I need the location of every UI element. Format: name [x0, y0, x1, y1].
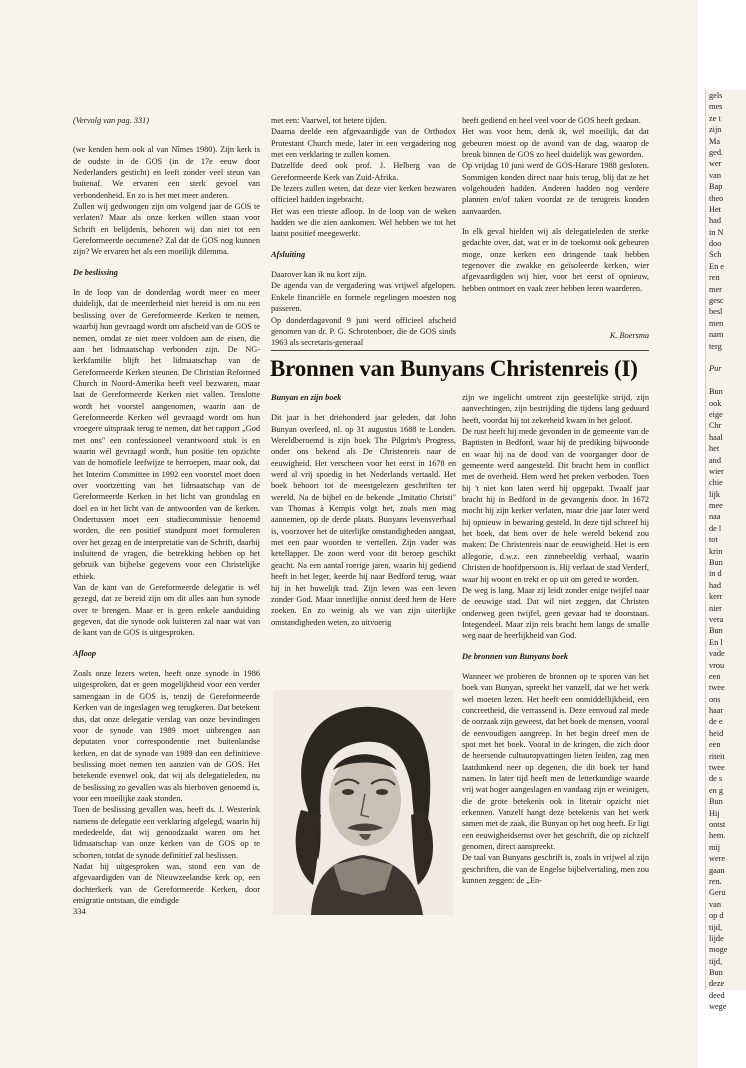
adjacent-page-line: de e [709, 717, 723, 727]
adjacent-page-line: de s [709, 774, 723, 784]
adjacent-page-line: vera [709, 614, 724, 624]
paragraph: heeft gediend en heel veel voor de GOS heeft gedaan. [462, 116, 641, 125]
adjacent-page-line [706, 352, 746, 363]
adjacent-page-line: een [709, 740, 721, 750]
adjacent-page-line: moge [709, 945, 728, 955]
adjacent-page-line: Sch [709, 250, 722, 260]
adjacent-page-line: op d [709, 911, 724, 921]
paragraph: Dit jaar is het driehonderd jaar geleden, dat John Bunyan overleed, nl. op 31 augustus 1688 te Londen. Wereldberoemd is zijn boek The Pilgrim's Progress, onder ons bekend als De Christenreis naar de eeuwigheid. Het verscheen voor het eerst in 1678 en werd al vrij spoedig in het Nederlands vertaald. Het boek behoort tot de meestgelezen geschriften ter wereld. Na de bijbel en de bekende „Imitatio Christi" van Thomas à Kempis volgt het, zoals men mag aannemen, op de derde plaats. Bunyans levensverhaal is, voorzover het de uiterlijke omstandigheden aangaat, met een paar woorden te vertellen. Zijn vader was ketellapper. De zoon werd voor dit beroep geschikt geacht. Na een aantal roerige jaren, waarin hij gediend heeft in het leger, keerde hij naar Bedford terug, waar hij in het huwelijk trad. Zijn leven was een leven zonder God. Maar innerlijke onrust deed hem de Here zoeken. En zo weinig als we van zijn uiterlijke omstandigheden weten, zo uitvoerig [271, 413, 456, 627]
paragraph: zijn we ingelicht omtrent zijn geestelijke strijd, zijn aanvechtingen, zijn bestrijding die tijdens lang geduurd heeft, voordat hij tot zekerheid kwam in het geloof. [462, 393, 649, 425]
adjacent-page-fragment [705, 90, 746, 1012]
adjacent-page-line: van [709, 899, 721, 909]
adjacent-page-line: Chr [709, 421, 722, 431]
paragraph: Daarna deelde een afgevaardigde van de Orthodox Protestant Church mede, later in een vergadering nog met een verklaring te zullen komen. [271, 127, 456, 160]
adjacent-page-line: mee [709, 501, 723, 511]
page-number: 334 [73, 906, 86, 916]
paragraph: Van de kant van de Gereformeerde delegatie is wél gezegd, dat ze bereid zijn om dit alles aan hun synode over te brengen. Maar er is geen enkele aanduiding gegeven, dat die synode ook luisteren zal naar wat van de kant van de GOS is uitgesproken. [73, 583, 260, 638]
adjacent-page-line: nier [709, 603, 722, 613]
adjacent-page-line: de l [709, 523, 722, 533]
adjacent-page-line: Pur [709, 364, 722, 374]
adjacent-page-line: van [709, 170, 721, 180]
adjacent-page-line: Het [709, 204, 721, 214]
adjacent-page-line: vrou [709, 660, 725, 670]
adjacent-page-line: doo [709, 239, 722, 249]
paragraph: Toen de beslissing gevallen was, heeft ds. J. Westerink namens de delegatie een verklaring afgelegd, waarin hij mededeelde, dat wij genoodzaakt waren om het lidmaatschap van onze kerken van de GOS op te schorten, totdat de synode definitief zal beslissen. [73, 805, 260, 860]
adjacent-page-line: and [709, 455, 721, 465]
adjacent-page-line [706, 375, 746, 386]
adjacent-page-line: besl [709, 307, 723, 317]
paragraph: (we kenden hem ook al van Nîmes 1980). Zijn kerk is de oudste in de GOS (in de 17e eeuw door Nederlanders gesticht) en leeft zonder veel steun van buitenaf. We ervaren een sterk gevoel van verbondenheid. En zo is het met meer anderen. [73, 145, 260, 200]
paragraph: Datzelfde deed ook prof. J. Helberg van de Gereformeerde Kerk van Zuid-Afrika. [271, 161, 456, 182]
adjacent-page-line: had [709, 216, 721, 226]
column-middle-top [271, 115, 456, 349]
adjacent-page-line: mes [709, 102, 723, 112]
adjacent-page-line: Bun [709, 558, 723, 568]
adjacent-page-line: zijn [709, 125, 722, 135]
paragraph: Het was voor hem, denk ik, wel moeilijk, dat dat gebeuren moest op de avond van de dag, waarop de breuk binnen de GOS zo heel duidelijk was geworden. [462, 127, 649, 160]
adjacent-page-line: tot [709, 535, 718, 545]
adjacent-page-line: kerr [709, 592, 723, 602]
adjacent-page-line: ren [709, 273, 720, 283]
adjacent-page-line: wege [709, 1002, 727, 1012]
bunyan-portrait-engraving [273, 690, 453, 915]
adjacent-page-line: tijd, [709, 956, 723, 966]
section-heading-beslissing: De beslissing [73, 267, 118, 277]
adjacent-page-line: ons [709, 694, 721, 704]
adjacent-page-line: en g [709, 785, 724, 795]
adjacent-page-line: lijde [709, 933, 724, 943]
adjacent-page-line: haal [709, 432, 723, 442]
adjacent-page-line: mij [709, 842, 721, 852]
adjacent-page-line: wier [709, 466, 724, 476]
adjacent-page-line: gaan [709, 865, 725, 875]
adjacent-page-line: riteit [709, 751, 725, 761]
adjacent-page-line: were [709, 854, 726, 864]
adjacent-page-line: chie [709, 478, 723, 488]
adjacent-page-line: vade [709, 649, 725, 659]
adjacent-page-line: En l [709, 637, 723, 647]
adjacent-page-line: ontst [709, 820, 726, 829]
section-heading-afsluiting: Afsluiting [271, 249, 306, 259]
paragraph: Zullen wij gedwongen zijn om volgend jaar de GOS te verlaten? Maar als onze kerken willen staan voor Schrift en belijdenis, behoren wij dan niet tot een Gereformeerde oecumene? Zal dat de GOS nog kunnen zijn? We ervaren het als een moeilijk dilemma. [73, 202, 260, 257]
paragraph: Zoals onze lezers weten, heeft onze synode in 1986 uitgesproken, dat er geen mogelijkheid voor een verder samengaan in de GOS is, tenzij de Gereformeerde Kerken van de ingeslagen weg terugkeren. Dat betekent dus, dat onze delegatie verslag van onze bevindingen voor de synode van 1989 moet uitbrengen aan deputaten voor correspondentie met buitenlandse kerken, en dat de synode van 1989 dan een definitieve beslissing moet nemen ten aanzien van de GOS. Het betekende evenwel ook, dat wij als delegatieleden, nu de beslissing zo gevallen was als hierboven genoemd is, voor een moeilijke zaak stonden. [73, 669, 260, 803]
adjacent-page-line: wer [709, 159, 722, 169]
divider-rule [271, 350, 649, 351]
paragraph: De agenda van de vergadering was vrijwel afgelopen. Enkele financiële en formele regelingen moesten nog passeren. [271, 281, 456, 314]
adjacent-page-line: heid [709, 728, 724, 738]
adjacent-page-line: ged. [709, 147, 724, 157]
adjacent-page-line: Hij [709, 808, 720, 818]
section-heading-afloop: Afloop [73, 648, 97, 658]
adjacent-page-line: Geru [709, 888, 726, 898]
adjacent-page-line: Bun [709, 797, 723, 807]
paragraph: Wanneer we proberen de bronnen op te sporen van het boek van Bunyan, spreekt het vanzelf, dat we het werk wel moeten lezen. Het heeft een onmiddellijkheid, een concreetheid, die verrassend is. Deze eenvoud zal mede de oorzaak zijn geweest, dat het boek de mensen, vooral de eenvoudigen aangreep. In het begin dreef men de spot met het boek. Vooral in de kringen, die zich door de heersende cultuuropvattingen lieten leiden, zag men laatdunkend neer op degenen, die dit boek ter hand namen. In later tijd heeft men de letterkundige waarde vrij wat hoger aangeslagen en vandaag zijn er weinigen, die de grote betekenis ook in literair opzicht niet erkennen. Vanzelf hangt deze betekenis van het werk samen met de zaak, die Bunyan op het oog heeft. Er ligt een eeuwigheidsernst over het geschrift, die op zichzelf genomen, direct aanspreekt. [462, 671, 649, 852]
continued-note: (Vervolg van pag. 331) [73, 116, 150, 125]
adjacent-page-line: gels [709, 91, 723, 100]
paragraph: Daarover kan ik nu kort zijn. [271, 270, 367, 280]
article-subheading: Bunyan en zijn boek [271, 393, 342, 402]
article-title: Bronnen van Bunyans Christenreis (I) [270, 356, 638, 381]
adjacent-page-line: twee [709, 683, 725, 693]
article-column-left [271, 392, 456, 628]
adjacent-page-line: men [709, 318, 724, 328]
paragraph: Op vrijdag 10 juni werd de GOS-Harare 1988 gesloten. Sommigen konden direct naar huis terug, blij dat ze het volgehouden hadden. Anderen hadden nog verdere plannen en/of taken voordat ze de terugreis konden aanvaarden. [462, 161, 649, 216]
paragraph: Op donderdagavond 9 juni werd officieel afscheid genomen van dr. P. G. Schrotenboer, die de GOS sinds 1963 als secretaris-generaal [271, 315, 456, 348]
adjacent-page-line: nam [709, 330, 724, 340]
adjacent-page-line: een [709, 671, 721, 681]
adjacent-page-line: in N [709, 227, 724, 237]
paragraph: De taal van Bunyans geschrift is, zoals in vrijwel al zijn geschriften, die van de Engelse bijbelvertaling, men zou kunnen zeggen: de „En- [462, 853, 649, 886]
adjacent-page-line: krin [709, 546, 723, 556]
column-right-top [462, 115, 649, 294]
adjacent-page-line: twee [709, 763, 725, 773]
adjacent-page-line: ook [709, 398, 722, 408]
adjacent-page-line: deze [709, 979, 725, 989]
adjacent-page-line: haar [709, 706, 724, 716]
column-left [73, 115, 260, 906]
adjacent-page-line: lijk [709, 489, 721, 499]
paragraph: De rust heeft hij mede gevonden in de gemeente van de Baptisten in Bedford, waar hij de prediking bijwoonde en waar hij na de dood van de voorganger door de gemeente werd aangesteld. Dit bracht hem in conflict met de overheid. Hem werd het preken verboden. Toen hij 't niet kon laten werd hij opgepakt. Twaalf jaar bracht hij in Bedford in de gevangenis door. In 1672 mocht hij zijn kerker verlaten, maar drie jaar later werd hij opnieuw in bewaring gesteld. In deze tijd schreef hij het boek, dat hem over de hele wereld bekend zou maken: De Christenreis naar de eeuwigheid. Het is een allegorie, d.w.z. een zinnebeeldig verhaal, waarin Christen de hoofdpersoon is. Hij verlaat de stad Verderf, waar hij woont en trekt er op uit om gered te worden. [462, 427, 649, 584]
paragraph: De weg is lang. Maar zij leidt zonder enige twijfel naar de eeuwige stad. Dat wil niet zeggen, dat Christen onderweg geen twijfel, geen gevaar had te doorstaan. Integendeel. Maar zijn reis bracht hem langs de smalle weg naar de heerlijkheid van God. [462, 585, 649, 641]
paragraph: Nadat hij uitgesproken was, stond een van de afgevaardigden van de Nieuwzeelandse kerk op, een dochterkerk van de Gereformeerde Kerken, door emigratie ontstaan, die eindigde [73, 861, 260, 905]
adjacent-page-line: eige [709, 409, 723, 419]
adjacent-page-line: in d [709, 569, 722, 579]
adjacent-page-line: deed [709, 990, 725, 1000]
adjacent-page-line: tijd, [709, 922, 723, 932]
adjacent-page-line: Bap [709, 182, 723, 192]
adjacent-page-line: Bun [709, 387, 723, 397]
adjacent-page-line: Bun [709, 968, 723, 978]
adjacent-page-line: Bun [709, 626, 723, 636]
adjacent-page-line: theo [709, 193, 724, 203]
adjacent-page-line: mer [709, 284, 722, 294]
adjacent-page-line: naa [709, 512, 721, 522]
paragraph: De lezers zullen weten, dat deze vier kerken bezwaren officieel hadden ingebracht. [271, 184, 456, 205]
adjacent-page-line: ze t [709, 113, 721, 123]
adjacent-page-line: Ma [709, 136, 721, 146]
adjacent-page-line: ren. [709, 876, 722, 886]
article-subheading: De bronnen van Bunyans boek [462, 651, 569, 661]
adjacent-page-line: had [709, 580, 721, 590]
paragraph: In elk geval hielden wij als delegatieleden de sterke gedachte over, dat, wat er in de toekomst ook gebeuren moge, onze kerken een dringende taak hebben tegenover die zwakke en geïsoleerde kerken, wier afgevaardigden wij hier, voor het eerst of opnieuw, hebben ontmoet en vaak zeer hebben leren waarderen. [462, 227, 649, 293]
adjacent-page-line: gesc [709, 296, 724, 306]
author-signature: K. Boersma [609, 331, 649, 340]
adjacent-page-line: hem. [709, 831, 726, 841]
adjacent-page-line: het [709, 444, 720, 454]
paragraph: met een: Vaarwel, tot betere tijden. [271, 116, 387, 125]
article-column-right [462, 392, 649, 886]
adjacent-page-line: En e [709, 261, 724, 271]
paragraph: In de loop van de donderdag wordt meer en meer duidelijk, dat de meerderheid niet bereid is om nu een beslissing over de Gereformeerde Kerken te nemen, waarbij hun gevraagd wordt om afscheid van de GOS te nemen, omdat ze niet meer voldoen aan de eisen, die aan het lidmaatschap verbonden zijn. De NG-kerkfamilie blijft het lidmaatschap van de Gereformeerde Kerken steunen. De Christian Reformed Church in Noord-Amerika heeft veel bezwaren, maar laat de Gereformeerde Kerken niet vallen. Tenslotte wordt het voorstel aangenomen, waarin aan de Gereformeerde Kerken wél gevraagd wordt om hun vroegere uitspraak terug te nemen, dat het rapport „God met ons" een confessioneel verantwoord stuk is en waarin wél gevraagd wordt, hun positie ten opzichte van de homofiele leefwijze te herroepen, maar ook, dat het Interim Committee in 1992 een voorstel moet doen over voortzetting van het lidmaatschap van de Gereformeerde Kerken in het licht van grondslag en doel en in het licht van de antwoorden van de kerken. Ondertussen moet een studiecommissie benoemd worden, die een positief standpunt moet formuleren over het gezag en de interpretatie van de Schrift, daarbij insluitend de vragen, die betrekking hebben op het gebruik van bijbelse gegevens voor een Christelijke ethiek. [73, 288, 260, 581]
adjacent-page-line: terg [709, 341, 722, 351]
paragraph: Het was een trieste afloop. In de loop van de weken hadden we die zien aankomen. Wel hebben we tot het laatst positief meegewerkt. [271, 206, 456, 239]
